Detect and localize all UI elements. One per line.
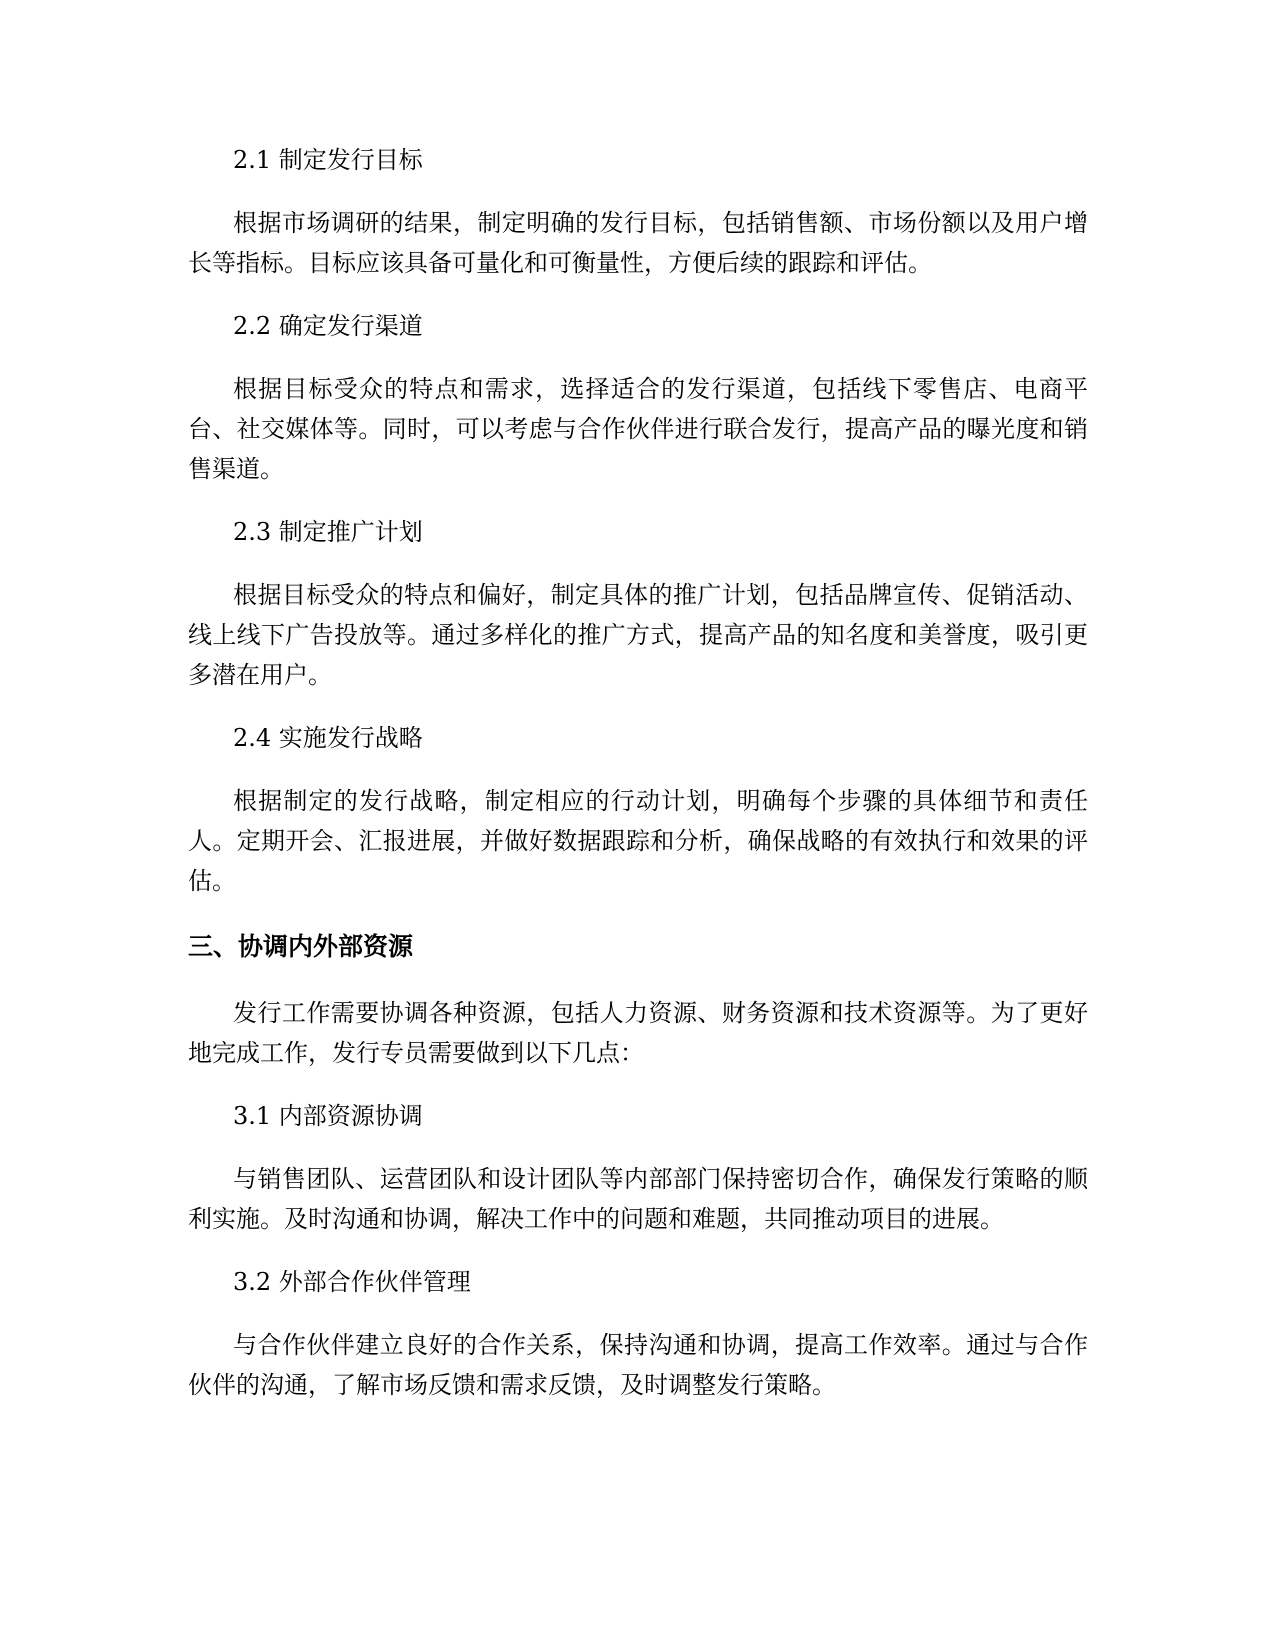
section-3-1-title: 3.1 内部资源协调 [233, 1102, 423, 1130]
section-3-intro: 发行工作需要协调各种资源，包括人力资源、财务资源和技术资源等。为了更好地完成工作，发行专员需要做到以下几点： [188, 999, 1088, 1067]
section-2-2-title: 2.2 确定发行渠道 [233, 312, 423, 340]
section-2-4-body: 根据制定的发行战略，制定相应的行动计划，明确每个步骤的具体细节和责任人。定期开会、汇报进展，并做好数据跟踪和分析，确保战略的有效执行和效果的评估。 [188, 787, 1088, 895]
section-3-2-title: 3.2 外部合作伙伴管理 [233, 1268, 471, 1296]
section-2-2-body: 根据目标受众的特点和需求，选择适合的发行渠道，包括线下零售店、电商平台、社交媒体等。同时，可以考虑与合作伙伴进行联合发行，提高产品的曝光度和销售渠道。 [188, 375, 1088, 483]
section-2-3-title: 2.3 制定推广计划 [233, 518, 423, 546]
document-page [188, 140, 1088, 1405]
section-3-1-body: 与销售团队、运营团队和设计团队等内部部门保持密切合作，确保发行策略的顺利实施。及时沟通和协调，解决工作中的问题和难题，共同推动项目的进展。 [188, 1165, 1088, 1233]
section-2-1-body: 根据市场调研的结果，制定明确的发行目标，包括销售额、市场份额以及用户增长等指标。目标应该具备可量化和可衡量性，方便后续的跟踪和评估。 [188, 209, 1088, 277]
section-3-heading: 三、协调内外部资源 [188, 932, 414, 961]
section-2-1-title: 2.1 制定发行目标 [233, 146, 423, 174]
section-2-3-body: 根据目标受众的特点和偏好，制定具体的推广计划，包括品牌宣传、促销活动、线上线下广告投放等。通过多样化的推广方式，提高产品的知名度和美誉度，吸引更多潜在用户。 [188, 581, 1088, 689]
section-3-2-body: 与合作伙伴建立良好的合作关系，保持沟通和协调，提高工作效率。通过与合作伙伴的沟通，了解市场反馈和需求反馈，及时调整发行策略。 [188, 1331, 1088, 1399]
section-2-4-title: 2.4 实施发行战略 [233, 724, 423, 752]
